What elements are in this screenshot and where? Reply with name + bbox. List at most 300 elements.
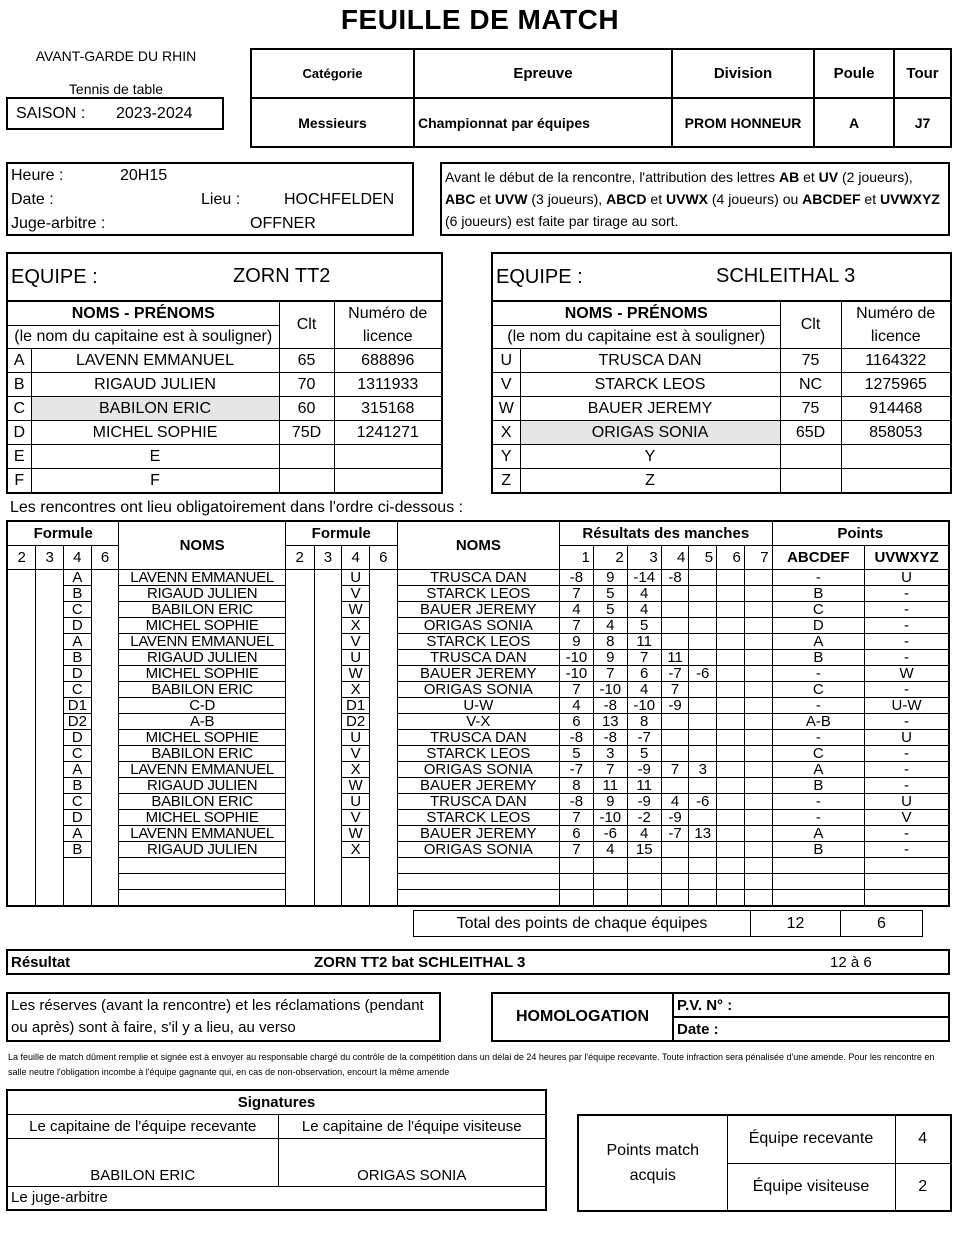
empty-cell bbox=[285, 874, 314, 890]
empty-cell bbox=[36, 874, 64, 890]
formule-3 bbox=[314, 666, 342, 682]
formule-3 bbox=[314, 746, 342, 762]
away-letter: V bbox=[342, 810, 370, 826]
set-col: 4 bbox=[661, 546, 689, 570]
set-col: 5 bbox=[689, 546, 717, 570]
empty-cell bbox=[314, 858, 342, 874]
away-player: U-W bbox=[397, 698, 559, 714]
player-row bbox=[7, 445, 442, 469]
home-letter: A bbox=[63, 634, 91, 650]
player-name: MICHEL SOPHIE bbox=[31, 421, 279, 445]
set-score bbox=[689, 634, 717, 650]
points-away: - bbox=[865, 842, 949, 858]
formule-6 bbox=[369, 730, 397, 746]
away-letter: D2 bbox=[342, 714, 370, 730]
points-home: A bbox=[772, 826, 864, 842]
value-epreuve: Championnat par équipes bbox=[414, 98, 672, 147]
home-col-clt: Clt bbox=[279, 301, 334, 349]
set-score: -6 bbox=[689, 794, 717, 810]
date-label: Date : bbox=[11, 191, 54, 208]
formule-2 bbox=[7, 682, 36, 698]
points-home: - bbox=[772, 730, 864, 746]
player-name: Z bbox=[520, 469, 780, 494]
match-row bbox=[7, 730, 949, 746]
set-score: -10 bbox=[559, 666, 593, 682]
formule-3 bbox=[36, 618, 64, 634]
empty-cell bbox=[772, 874, 864, 890]
player-row bbox=[492, 373, 951, 397]
set-score: -9 bbox=[627, 794, 661, 810]
player-row bbox=[7, 373, 442, 397]
set-score: 5 bbox=[627, 618, 661, 634]
formule-2 bbox=[285, 570, 314, 586]
set-score: 6 bbox=[627, 666, 661, 682]
away-letter: W bbox=[342, 778, 370, 794]
set-score: 7 bbox=[661, 682, 689, 698]
player-licence: 1311933 bbox=[334, 373, 442, 397]
empty-cell bbox=[559, 890, 593, 907]
away-col-licence: Numéro de licence bbox=[841, 301, 951, 349]
set-score bbox=[744, 730, 772, 746]
formule-2 bbox=[285, 586, 314, 602]
set-score: -10 bbox=[559, 650, 593, 666]
empty-cell bbox=[397, 858, 559, 874]
away-player: BAUER JEREMY bbox=[397, 826, 559, 842]
formule-home-col: 2 bbox=[7, 546, 36, 570]
set-score: -8 bbox=[661, 570, 689, 586]
set-score: 13 bbox=[689, 826, 717, 842]
away-letter: U bbox=[342, 794, 370, 810]
empty-cell bbox=[865, 874, 949, 890]
home-letter: C bbox=[63, 602, 91, 618]
points-header: Points bbox=[772, 521, 949, 546]
total-home: 12 bbox=[751, 911, 841, 937]
empty-cell bbox=[119, 858, 285, 874]
empty-cell bbox=[91, 874, 119, 890]
formule-3 bbox=[36, 698, 64, 714]
points-away: - bbox=[865, 714, 949, 730]
away-player: TRUSCA DAN bbox=[397, 794, 559, 810]
formule-2 bbox=[285, 778, 314, 794]
empty-cell bbox=[63, 874, 91, 890]
player-clt bbox=[279, 445, 334, 469]
set-score bbox=[717, 794, 745, 810]
home-letter: D bbox=[63, 618, 91, 634]
set-score: -8 bbox=[559, 570, 593, 586]
sig-home-label: Le capitaine de l'équipe recevante bbox=[7, 1114, 278, 1138]
away-player: TRUSCA DAN bbox=[397, 730, 559, 746]
points-away: - bbox=[865, 586, 949, 602]
empty-cell bbox=[744, 874, 772, 890]
player-row bbox=[492, 469, 951, 494]
formule-2 bbox=[7, 570, 36, 586]
formule-home-col: 3 bbox=[36, 546, 64, 570]
set-score bbox=[689, 778, 717, 794]
formule-2 bbox=[7, 746, 36, 762]
set-score bbox=[717, 810, 745, 826]
match-row bbox=[7, 586, 949, 602]
formule-3 bbox=[314, 586, 342, 602]
formule-3 bbox=[36, 666, 64, 682]
value-tour: J7 bbox=[894, 98, 951, 147]
set-score: 7 bbox=[559, 618, 593, 634]
formule-2 bbox=[285, 730, 314, 746]
set-score: 7 bbox=[593, 666, 627, 682]
player-clt: NC bbox=[780, 373, 841, 397]
home-letter: B bbox=[63, 586, 91, 602]
set-score: -10 bbox=[593, 810, 627, 826]
player-licence: 315168 bbox=[334, 397, 442, 421]
set-score bbox=[689, 602, 717, 618]
set-score bbox=[661, 714, 689, 730]
set-score bbox=[661, 778, 689, 794]
player-name: ORIGAS SONIA bbox=[520, 421, 780, 445]
away-letter: V bbox=[342, 746, 370, 762]
header-epreuve: Epreuve bbox=[414, 49, 672, 98]
set-score bbox=[744, 698, 772, 714]
formule-home-header: Formule bbox=[7, 521, 119, 546]
set-score: 9 bbox=[593, 650, 627, 666]
set-col: 3 bbox=[627, 546, 661, 570]
set-score bbox=[717, 698, 745, 714]
formule-3 bbox=[36, 762, 64, 778]
set-col: 1 bbox=[559, 546, 593, 570]
home-player: LAVENN EMMANUEL bbox=[119, 826, 285, 842]
player-licence: 1275965 bbox=[841, 373, 951, 397]
player-name: F bbox=[31, 469, 279, 494]
away-player: STARCK LEOS bbox=[397, 746, 559, 762]
formule-6 bbox=[91, 730, 119, 746]
juge-value: OFFNER bbox=[250, 215, 316, 232]
season-label: SAISON : bbox=[16, 105, 86, 122]
formule-6 bbox=[91, 666, 119, 682]
pm-home-value: 4 bbox=[895, 1115, 951, 1163]
away-letter: U bbox=[342, 730, 370, 746]
match-row bbox=[7, 810, 949, 826]
formule-2 bbox=[285, 714, 314, 730]
match-info-box bbox=[6, 162, 414, 236]
set-score: -6 bbox=[689, 666, 717, 682]
player-name: E bbox=[31, 445, 279, 469]
formule-6 bbox=[91, 842, 119, 858]
lieu-label: Lieu : bbox=[201, 191, 241, 208]
set-score: 4 bbox=[627, 826, 661, 842]
formule-6 bbox=[369, 826, 397, 842]
empty-cell bbox=[36, 858, 64, 874]
set-col: 7 bbox=[744, 546, 772, 570]
formule-3 bbox=[314, 650, 342, 666]
formule-6 bbox=[91, 618, 119, 634]
away-letter: V bbox=[342, 634, 370, 650]
formule-3 bbox=[314, 634, 342, 650]
formule-2 bbox=[285, 762, 314, 778]
player-row bbox=[492, 397, 951, 421]
player-letter: X bbox=[492, 421, 520, 445]
empty-cell bbox=[627, 890, 661, 907]
sig-home-name: BABILON ERIC bbox=[7, 1138, 278, 1186]
set-score: -6 bbox=[593, 826, 627, 842]
player-letter: U bbox=[492, 349, 520, 373]
away-player: BAUER JEREMY bbox=[397, 602, 559, 618]
set-score: 5 bbox=[593, 586, 627, 602]
away-player: STARCK LEOS bbox=[397, 634, 559, 650]
formule-2 bbox=[285, 602, 314, 618]
player-letter: B bbox=[7, 373, 31, 397]
formule-3 bbox=[36, 794, 64, 810]
away-player: TRUSCA DAN bbox=[397, 650, 559, 666]
home-letter: A bbox=[63, 762, 91, 778]
formule-6 bbox=[91, 586, 119, 602]
set-score bbox=[689, 570, 717, 586]
home-player: MICHEL SOPHIE bbox=[119, 618, 285, 634]
home-player: RIGAUD JULIEN bbox=[119, 650, 285, 666]
empty-cell bbox=[314, 890, 342, 907]
set-score bbox=[661, 730, 689, 746]
formule-away-col: 4 bbox=[342, 546, 370, 570]
pm-away-value: 2 bbox=[895, 1163, 951, 1211]
set-score: 7 bbox=[559, 586, 593, 602]
empty-cell bbox=[314, 874, 342, 890]
empty-cell bbox=[285, 890, 314, 907]
empty-cell bbox=[397, 890, 559, 907]
formule-2 bbox=[285, 746, 314, 762]
formule-6 bbox=[91, 762, 119, 778]
formule-6 bbox=[91, 570, 119, 586]
away-letter: U bbox=[342, 570, 370, 586]
match-row bbox=[7, 682, 949, 698]
set-score: -10 bbox=[627, 698, 661, 714]
empty-cell bbox=[36, 890, 64, 907]
set-score: 4 bbox=[627, 602, 661, 618]
empty-cell bbox=[593, 858, 627, 874]
formule-away-col: 3 bbox=[314, 546, 342, 570]
away-letter: X bbox=[342, 682, 370, 698]
set-score bbox=[717, 618, 745, 634]
match-row bbox=[7, 794, 949, 810]
set-score bbox=[661, 634, 689, 650]
home-player: MICHEL SOPHIE bbox=[119, 666, 285, 682]
home-team-name: ZORN TT2 bbox=[233, 265, 331, 287]
header-poule: Poule bbox=[814, 49, 894, 98]
set-score bbox=[661, 586, 689, 602]
formule-2 bbox=[285, 618, 314, 634]
home-player: RIGAUD JULIEN bbox=[119, 778, 285, 794]
noms-away-header: NOMS bbox=[397, 521, 559, 570]
match-row bbox=[7, 842, 949, 858]
formule-6 bbox=[91, 810, 119, 826]
formule-2 bbox=[285, 666, 314, 682]
formule-6 bbox=[369, 650, 397, 666]
player-name: RIGAUD JULIEN bbox=[31, 373, 279, 397]
home-player: BABILON ERIC bbox=[119, 746, 285, 762]
player-clt bbox=[780, 469, 841, 494]
formule-6 bbox=[91, 698, 119, 714]
points-home: - bbox=[772, 794, 864, 810]
points-home: B bbox=[772, 650, 864, 666]
formule-away-col: 2 bbox=[285, 546, 314, 570]
formule-6 bbox=[91, 794, 119, 810]
set-score: 7 bbox=[559, 842, 593, 858]
formule-2 bbox=[7, 666, 36, 682]
formule-3 bbox=[314, 682, 342, 698]
set-score bbox=[717, 826, 745, 842]
empty-cell bbox=[397, 874, 559, 890]
points-away: - bbox=[865, 682, 949, 698]
formule-2 bbox=[7, 714, 36, 730]
set-score: 8 bbox=[559, 778, 593, 794]
set-score bbox=[689, 730, 717, 746]
player-letter: E bbox=[7, 445, 31, 469]
away-player: V-X bbox=[397, 714, 559, 730]
points-col: UVWXYZ bbox=[865, 546, 949, 570]
formule-3 bbox=[36, 650, 64, 666]
formule-6 bbox=[369, 794, 397, 810]
formule-6 bbox=[369, 634, 397, 650]
formule-2 bbox=[285, 650, 314, 666]
set-score: -8 bbox=[593, 698, 627, 714]
formule-2 bbox=[7, 650, 36, 666]
club-name: AVANT-GARDE DU RHIN bbox=[35, 48, 197, 64]
season-box bbox=[6, 97, 224, 130]
points-away: V bbox=[865, 810, 949, 826]
empty-cell bbox=[717, 874, 745, 890]
page-title: FEUILLE DE MATCH bbox=[340, 4, 620, 35]
set-score bbox=[689, 586, 717, 602]
away-letter: W bbox=[342, 602, 370, 618]
player-clt: 65 bbox=[279, 349, 334, 373]
points-home: B bbox=[772, 842, 864, 858]
formule-home-col: 4 bbox=[63, 546, 91, 570]
set-score bbox=[744, 762, 772, 778]
lieu-value: HOCHFELDEN bbox=[284, 191, 395, 208]
set-score bbox=[744, 746, 772, 762]
points-away: - bbox=[865, 634, 949, 650]
formule-6 bbox=[91, 714, 119, 730]
set-score: 7 bbox=[559, 810, 593, 826]
total-table bbox=[413, 910, 923, 937]
player-letter: D bbox=[7, 421, 31, 445]
player-name: Y bbox=[520, 445, 780, 469]
set-score bbox=[689, 714, 717, 730]
empty-cell bbox=[772, 858, 864, 874]
home-col-licence: Numéro de licence bbox=[334, 301, 442, 349]
formule-3 bbox=[314, 602, 342, 618]
empty-cell bbox=[559, 874, 593, 890]
home-player: MICHEL SOPHIE bbox=[119, 810, 285, 826]
player-clt: 70 bbox=[279, 373, 334, 397]
set-score bbox=[717, 586, 745, 602]
empty-cell bbox=[369, 874, 397, 890]
draw-notice: Avant le début de la rencontre, l'attribution des lettres AB et UV (2 joueurs), ABC et UVW (3 joueurs), ABCD et UVWX (4 joueurs) ou ABCDEF et UVWXYZ (6 joueurs) est faite par tirage au sort. bbox=[440, 162, 950, 236]
reserves-note: Les réserves (avant la rencontre) et les réclamations (pendant ou après) sont à faire, s'il y a lieu, au verso bbox=[6, 992, 441, 1042]
home-letter: D1 bbox=[63, 698, 91, 714]
home-player: BABILON ERIC bbox=[119, 682, 285, 698]
player-name: BAUER JEREMY bbox=[520, 397, 780, 421]
empty-cell bbox=[717, 890, 745, 907]
formule-6 bbox=[369, 842, 397, 858]
points-away: - bbox=[865, 762, 949, 778]
player-name: BABILON ERIC bbox=[31, 397, 279, 421]
competition-table bbox=[250, 48, 952, 148]
empty-cell bbox=[559, 858, 593, 874]
heure-value: 20H15 bbox=[120, 167, 168, 184]
set-score: -9 bbox=[661, 698, 689, 714]
formule-3 bbox=[36, 634, 64, 650]
formule-6 bbox=[369, 586, 397, 602]
empty-cell bbox=[369, 890, 397, 907]
home-player: RIGAUD JULIEN bbox=[119, 586, 285, 602]
formule-3 bbox=[314, 810, 342, 826]
empty-cell bbox=[593, 874, 627, 890]
set-score bbox=[717, 666, 745, 682]
player-name: TRUSCA DAN bbox=[520, 349, 780, 373]
points-away: U-W bbox=[865, 698, 949, 714]
away-player: TRUSCA DAN bbox=[397, 570, 559, 586]
formule-2 bbox=[7, 586, 36, 602]
set-score: 6 bbox=[559, 826, 593, 842]
set-score bbox=[661, 842, 689, 858]
points-home: - bbox=[772, 810, 864, 826]
set-score bbox=[689, 650, 717, 666]
set-score bbox=[744, 586, 772, 602]
player-row bbox=[7, 469, 442, 494]
formule-6 bbox=[91, 682, 119, 698]
pm-away-label: Équipe visiteuse bbox=[727, 1163, 895, 1211]
away-team-name: SCHLEITHAL 3 bbox=[716, 265, 856, 287]
player-licence bbox=[841, 469, 951, 494]
set-score bbox=[717, 634, 745, 650]
empty-cell bbox=[744, 890, 772, 907]
points-away: U bbox=[865, 730, 949, 746]
set-score: 4 bbox=[559, 698, 593, 714]
match-row bbox=[7, 666, 949, 682]
empty-cell bbox=[772, 890, 864, 907]
player-row bbox=[492, 421, 951, 445]
formule-3 bbox=[36, 810, 64, 826]
formule-6 bbox=[369, 602, 397, 618]
player-licence: 914468 bbox=[841, 397, 951, 421]
value-poule: A bbox=[814, 98, 894, 147]
empty-cell bbox=[689, 858, 717, 874]
formule-2 bbox=[285, 794, 314, 810]
points-home: A-B bbox=[772, 714, 864, 730]
formule-6 bbox=[91, 826, 119, 842]
formule-2 bbox=[285, 810, 314, 826]
result-label: Résultat bbox=[11, 954, 71, 971]
match-row bbox=[7, 874, 949, 890]
formule-2 bbox=[7, 730, 36, 746]
player-clt: 65D bbox=[780, 421, 841, 445]
empty-cell bbox=[7, 874, 36, 890]
set-score bbox=[744, 682, 772, 698]
set-score bbox=[717, 762, 745, 778]
formule-6 bbox=[369, 746, 397, 762]
player-licence bbox=[841, 445, 951, 469]
set-score: -7 bbox=[627, 730, 661, 746]
away-player: ORIGAS SONIA bbox=[397, 682, 559, 698]
match-row bbox=[7, 714, 949, 730]
formule-6 bbox=[369, 762, 397, 778]
empty-cell bbox=[342, 858, 370, 874]
formule-2 bbox=[7, 826, 36, 842]
homologation-label: HOMOLOGATION bbox=[515, 1008, 650, 1025]
points-away: - bbox=[865, 618, 949, 634]
formule-3 bbox=[314, 698, 342, 714]
points-home: B bbox=[772, 778, 864, 794]
formule-3 bbox=[314, 570, 342, 586]
formule-away-header: Formule bbox=[285, 521, 397, 546]
away-col-names-sub: (le nom du capitaine est à souligner) bbox=[492, 326, 780, 349]
